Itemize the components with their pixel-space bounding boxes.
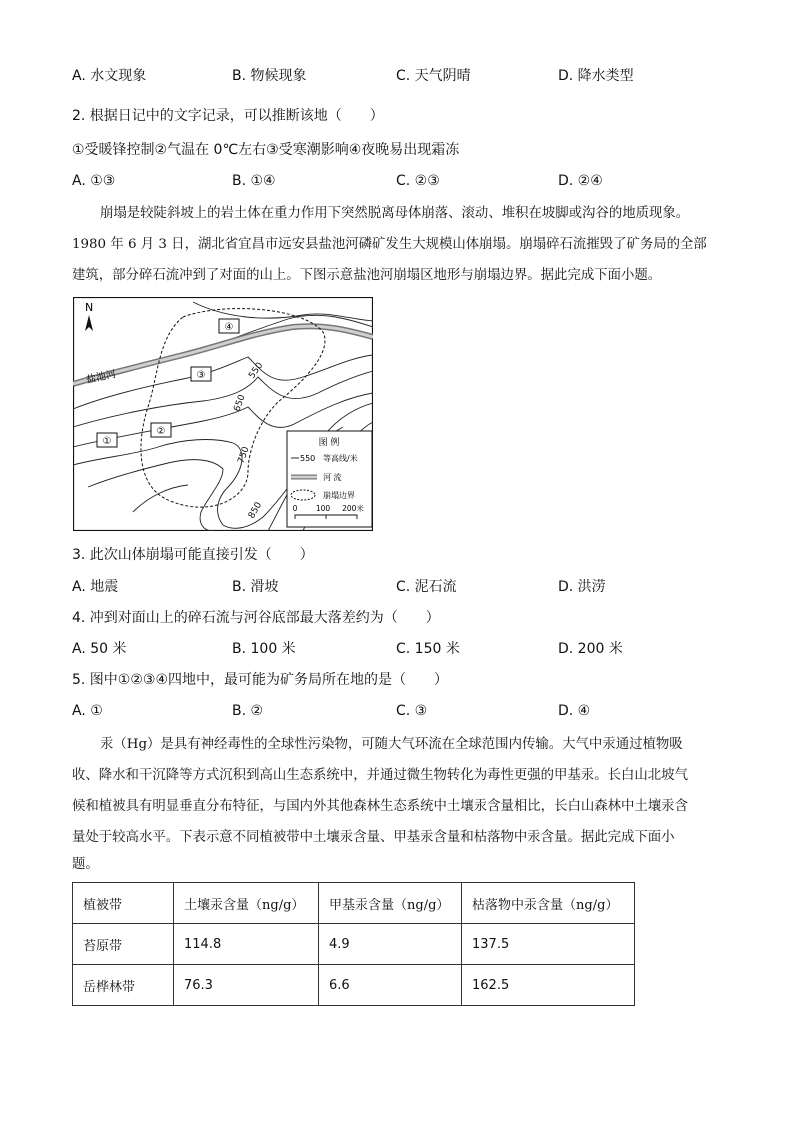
collapse-area-map [73, 297, 373, 531]
site-label-3: ③ [196, 370, 206, 381]
passage-mercury-line: 题。 [72, 857, 99, 872]
q3-option-d: D. 洪涝 [558, 579, 606, 595]
legend-contour-sample: 550 [300, 454, 316, 463]
q1-option-d: D. 降水类型 [558, 68, 634, 84]
passage-collapse-line: 建筑，部分碎石流冲到了对面的山上。下图示意盐池河崩塌区地形与崩塌边界。据此完成下面小题。 [72, 268, 662, 283]
q4-option-a: A. 50 米 [72, 641, 127, 657]
table-cell: 岳桦林带 [73, 965, 174, 1006]
table-row [73, 965, 635, 1006]
scale-label: 200米 [342, 504, 364, 513]
passage-mercury-line: 收、降水和干沉降等方式沉积到高山生态系统中，并通过微生物转化为毒性更强的甲基汞。长白山北坡气 [72, 768, 688, 783]
table-header-cell: 枯落物中汞含量（ng/g） [462, 883, 635, 924]
q5-option-d: D. ④ [558, 703, 591, 719]
table-header-cell: 甲基汞含量（ng/g） [319, 883, 462, 924]
q5-stem: 5. 图中①②③④四地中，最可能为矿务局所在地的是（ ） [72, 672, 449, 688]
q1-option-b: B. 物候现象 [232, 68, 307, 84]
table-cell: 162.5 [462, 965, 635, 1006]
table-row [73, 924, 635, 965]
map-legend [287, 431, 372, 527]
legend-boundary-label: 崩塌边界 [323, 491, 355, 500]
q5-option-a: A. ① [72, 703, 103, 719]
site-label-2: ② [156, 426, 166, 437]
contour-label: 550 [247, 360, 266, 381]
q2-stem: 2. 根据日记中的文字记录，可以推断该地（ ） [72, 108, 384, 124]
q2-option-a: A. ①③ [72, 173, 116, 189]
q3-option-a: A. 地震 [72, 579, 119, 595]
q2-statements: ①受暖锋控制②气温在 0℃左右③受寒潮影响④夜晚易出现霜冻 [72, 142, 460, 158]
passage-mercury-line: 汞（Hg）是具有神经毒性的全球性污染物，可随大气环流在全球范围内传输。大气中汞通过植物吸 [100, 737, 683, 752]
table-cell: 苔原带 [73, 924, 174, 965]
contour-label: 850 [246, 500, 265, 521]
table-header-row [73, 883, 635, 924]
site-label-1: ① [102, 436, 112, 447]
passage-collapse [72, 198, 722, 291]
q5-option-c: C. ③ [396, 703, 428, 719]
site-label-4: ④ [224, 322, 234, 333]
contour-label: 650 [232, 393, 248, 414]
scale-label: 100 [315, 504, 331, 513]
passage-mercury [72, 729, 722, 877]
q2-option-c: C. ②③ [396, 173, 440, 189]
q3-option-c: C. 泥石流 [396, 579, 457, 595]
q2-option-d: D. ②④ [558, 173, 603, 189]
river-name: 盐池河 [85, 368, 117, 386]
table-header-cell: 植被带 [73, 883, 174, 924]
table-cell: 76.3 [174, 965, 319, 1006]
q1-option-c: C. 天气阴晴 [396, 68, 471, 84]
q4-option-d: D. 200 米 [558, 641, 623, 657]
scale-label: 0 [292, 504, 298, 513]
table-cell: 137.5 [462, 924, 635, 965]
north-label: N [85, 301, 94, 314]
q4-option-c: C. 150 米 [396, 641, 460, 657]
legend-title: 图 例 [318, 438, 340, 448]
passage-mercury-line: 量处于较高水平。下表示意不同植被带中土壤汞含量、甲基汞含量和枯落物中汞含量。据此完成下面小 [72, 830, 675, 845]
q3-stem: 3. 此次山体崩塌可能直接引发（ ） [72, 547, 314, 563]
q4-option-b: B. 100 米 [232, 641, 296, 657]
table-cell: 6.6 [319, 965, 462, 1006]
passage-collapse-line: 1980 年 6 月 3 日，湖北省宜昌市远安县盐池河磷矿发生大规模山体崩塌。崩塌碎石流摧毁了矿务局的全部 [72, 237, 707, 252]
passage-mercury-line: 候和植被具有明显垂直分布特征，与国内外其他森林生态系统中土壤汞含量相比，长白山森林中土壤汞含 [72, 799, 688, 814]
legend-contour-label: 等高线/米 [323, 454, 358, 463]
table-cell: 4.9 [319, 924, 462, 965]
table-cell: 114.8 [174, 924, 319, 965]
table-header-cell: 土壤汞含量（ng/g） [174, 883, 319, 924]
legend-river-label: 河 流 [323, 473, 342, 482]
q5-option-b: B. ② [232, 703, 264, 719]
mercury-table [72, 882, 635, 1006]
contour-label: 750 [236, 445, 252, 466]
passage-collapse-line: 崩塌是较陡斜坡上的岩土体在重力作用下突然脱离母体崩落、滚动、堆积在坡脚或沟谷的地质现象。 [100, 206, 690, 221]
q4-stem: 4. 冲到对面山上的碎石流与河谷底部最大落差约为（ ） [72, 610, 440, 626]
q2-option-b: B. ①④ [232, 173, 276, 189]
q3-option-b: B. 滑坡 [232, 579, 279, 595]
q1-option-a: A. 水文现象 [72, 68, 147, 84]
